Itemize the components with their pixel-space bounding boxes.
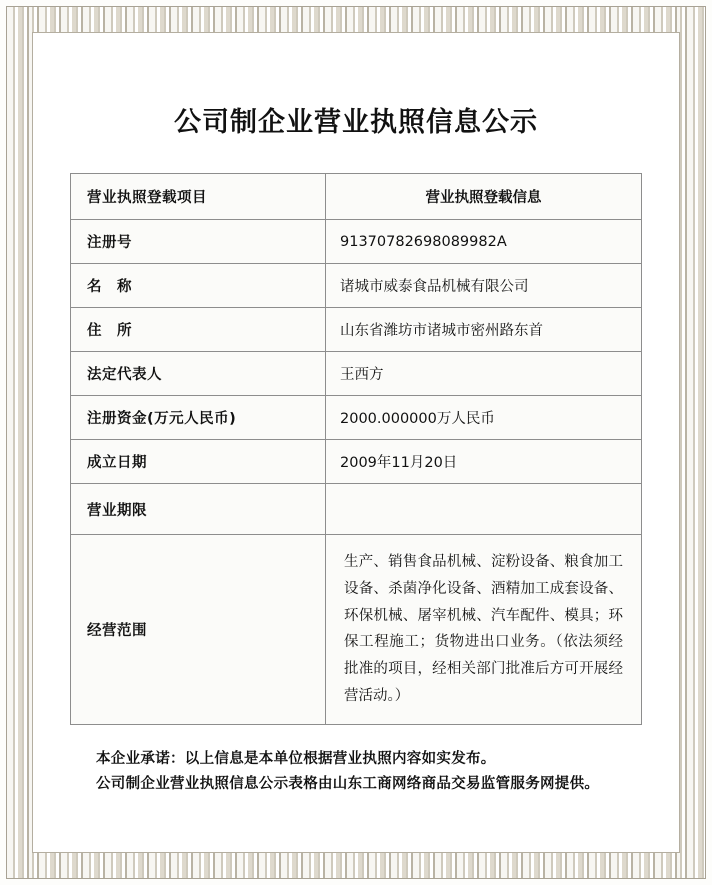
row-label-legal-representative: 法定代表人 xyxy=(71,352,326,396)
row-label-business-term: 营业期限 xyxy=(71,484,326,535)
row-label-company-name: 名 称 xyxy=(71,264,326,308)
row-value-business-scope: 生产、销售食品机械、淀粉设备、粮食加工设备、杀菌净化设备、酒精加工成套设备、环保机械、屠宰机械、汽车配件、模具；环保工程施工；货物进出口业务。（依法须经批准的项目，经相关部门批准后方可开展经营活动。） xyxy=(326,535,642,725)
table-row xyxy=(71,396,642,440)
footer-note xyxy=(70,747,642,798)
row-label-establish-date: 成立日期 xyxy=(71,440,326,484)
license-info-table xyxy=(70,173,642,725)
page-title: 公司制企业营业执照信息公示 xyxy=(174,107,538,138)
table-row xyxy=(71,352,642,396)
table-row xyxy=(71,264,642,308)
row-value-registration-number: 91370782698089982A xyxy=(326,220,642,264)
table-row-business-scope xyxy=(71,535,642,725)
table-header-row xyxy=(71,174,642,220)
row-value-registered-capital: 2000.000000万人民币 xyxy=(326,396,642,440)
row-value-establish-date: 2009年11月20日 xyxy=(326,440,642,484)
row-value-company-name: 诸城市威泰食品机械有限公司 xyxy=(326,264,642,308)
row-label-business-scope: 经营范围 xyxy=(71,535,326,725)
table-header-value: 营业执照登载信息 xyxy=(326,174,642,220)
footer-note-line-1: 本企业承诺：以上信息是本单位根据营业执照内容如实发布。 xyxy=(96,750,496,767)
document-content xyxy=(40,40,672,845)
row-label-address: 住 所 xyxy=(71,308,326,352)
table-row xyxy=(71,440,642,484)
row-value-business-term xyxy=(326,484,642,535)
table-header-label: 营业执照登载项目 xyxy=(71,174,326,220)
row-value-address: 山东省潍坊市诸城市密州路东首 xyxy=(326,308,642,352)
row-value-legal-representative: 王西方 xyxy=(326,352,642,396)
footer-note-line-2: 公司制企业营业执照信息公示表格由山东工商网络商品交易监管服务网提供。 xyxy=(96,776,600,793)
table-row xyxy=(71,220,642,264)
row-label-registered-capital: 注册资金(万元人民币) xyxy=(71,396,326,440)
table-row xyxy=(71,484,642,535)
row-label-registration-number: 注册号 xyxy=(71,220,326,264)
table-row xyxy=(71,308,642,352)
